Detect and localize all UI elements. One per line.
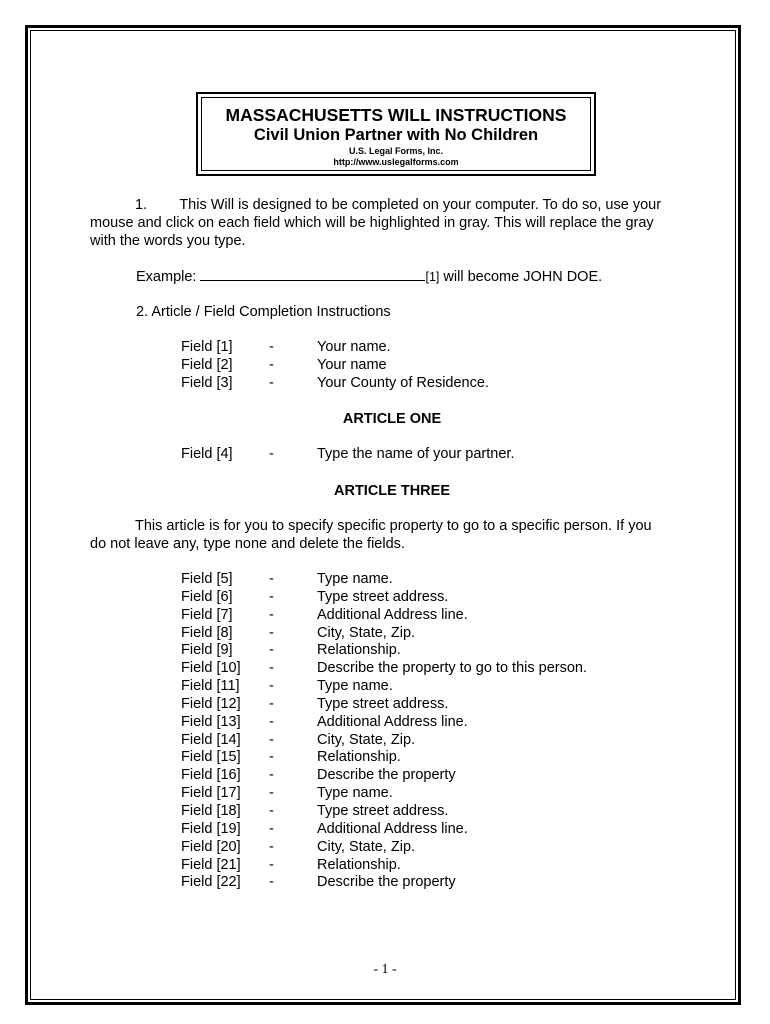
field-dash: - (269, 606, 274, 623)
field-description: Relationship. (317, 642, 401, 659)
field-label: Field [3] (181, 374, 233, 391)
field-row (181, 642, 587, 660)
field-row (181, 357, 489, 375)
field-row (181, 660, 587, 678)
field-description: Relationship. (317, 856, 401, 873)
field-label: Field [5] (181, 571, 233, 587)
field-label: Field [2] (181, 356, 233, 373)
field-label: Field [9] (181, 642, 233, 659)
field-description: Additional Address line. (317, 713, 468, 730)
field-description: Type street address. (317, 802, 449, 819)
example-line (136, 267, 602, 286)
field-dash: - (269, 695, 274, 712)
field-dash: - (269, 571, 274, 587)
field-row (181, 732, 587, 750)
field-dash: - (269, 642, 274, 659)
title-block (196, 92, 596, 176)
field-label: Field [7] (181, 606, 233, 623)
field-row (181, 607, 587, 625)
section-2-title: 2. Article / Field Completion Instructions (136, 304, 391, 320)
field-row (181, 696, 587, 714)
field-label: Field [14] (181, 731, 241, 748)
field-description: Additional Address line. (317, 606, 468, 623)
field-row (181, 339, 489, 357)
field-dash: - (269, 446, 274, 462)
field-description: Relationship. (317, 749, 401, 766)
field-dash: - (269, 820, 274, 837)
field-description: Describe the property (317, 874, 456, 891)
example-blank-line (200, 267, 425, 281)
field-dash: - (269, 838, 274, 855)
title-block-inner (201, 97, 591, 171)
field-label: Field [13] (181, 713, 241, 730)
page-number: - 1 - (373, 962, 397, 977)
field-dash: - (269, 624, 274, 641)
field-dash: - (269, 588, 274, 605)
field-row (181, 821, 587, 839)
field-description: Type street address. (317, 695, 449, 712)
field-description: Type name. (317, 571, 393, 587)
article-one-field-list (181, 446, 514, 464)
field-label: Field [6] (181, 588, 233, 605)
field-label: Field [15] (181, 749, 241, 766)
publisher-name: U.S. Legal Forms, Inc. (348, 146, 444, 156)
field-description: City, State, Zip. (317, 838, 416, 855)
field-dash: - (269, 749, 274, 766)
field-row (181, 767, 587, 785)
article-three-heading: ARTICLE THREE (334, 483, 450, 499)
field-description: Your name. (317, 339, 391, 355)
field-dash: - (269, 678, 274, 695)
article-one-heading: ARTICLE ONE (342, 411, 442, 427)
field-label: Field [17] (181, 785, 241, 802)
field-description: Additional Address line. (317, 820, 468, 837)
field-dash: - (269, 802, 274, 819)
field-description: Type name. (317, 785, 393, 802)
field-row (181, 839, 587, 857)
field-label: Field [4] (181, 446, 233, 462)
field-label: Field [16] (181, 767, 241, 784)
instruction-paragraph-1: 1. This Will is designed to be completed on your computer. To do so, use your mouse and click on each field which will be highlighted in gray. This will replace the gray with the words you type. (90, 197, 662, 249)
field-dash: - (269, 356, 274, 373)
example-label: Example: (136, 269, 201, 285)
field-dash: - (269, 660, 274, 677)
field-label: Field [19] (181, 820, 241, 837)
field-row (181, 803, 587, 821)
field-description: Describe the property (317, 767, 456, 784)
field-label: Field [20] (181, 838, 241, 855)
document-title: MASSACHUSETTS WILL INSTRUCTIONS (225, 105, 567, 125)
field-label: Field [8] (181, 624, 233, 641)
publisher-url: http://www.uslegalforms.com (333, 157, 459, 167)
field-description: Your County of Residence. (317, 374, 489, 391)
field-description: Type the name of your partner. (317, 446, 515, 462)
field-row (181, 749, 587, 767)
field-row (181, 625, 587, 643)
field-row (181, 446, 514, 464)
field-description: Your name (317, 356, 387, 373)
example-field-ref: [1] (425, 270, 440, 284)
document-subtitle: Civil Union Partner with No Children (253, 126, 539, 144)
field-dash: - (269, 767, 274, 784)
field-label: Field [1] (181, 339, 233, 355)
field-description: City, State, Zip. (317, 731, 416, 748)
field-description: City, State, Zip. (317, 624, 416, 641)
article-three-field-list (181, 571, 587, 892)
field-dash: - (269, 856, 274, 873)
example-suffix: will become JOHN DOE. (439, 269, 603, 285)
field-dash: - (269, 731, 274, 748)
field-dash: - (269, 374, 274, 391)
field-row (181, 874, 587, 892)
field-label: Field [18] (181, 802, 241, 819)
field-dash: - (269, 713, 274, 730)
field-row (181, 785, 587, 803)
field-description: Describe the property to go to this person. (317, 660, 588, 677)
intro-field-list (181, 339, 489, 393)
field-dash: - (269, 339, 274, 355)
field-row (181, 589, 587, 607)
field-label: Field [22] (181, 874, 241, 891)
field-label: Field [11] (181, 678, 240, 695)
field-label: Field [10] (181, 660, 241, 677)
field-dash: - (269, 874, 274, 891)
field-dash: - (269, 785, 274, 802)
field-description: Type street address. (317, 588, 449, 605)
field-description: Type name. (317, 678, 393, 695)
field-label: Field [12] (181, 695, 241, 712)
article-three-paragraph: This article is for you to specify specific property to go to a specific person. If you do not leave any, type none and delete the fields. (90, 518, 652, 552)
field-label: Field [21] (181, 856, 241, 873)
field-row (181, 375, 489, 393)
field-row (181, 571, 587, 589)
field-row (181, 678, 587, 696)
field-row (181, 714, 587, 732)
field-row (181, 857, 587, 875)
